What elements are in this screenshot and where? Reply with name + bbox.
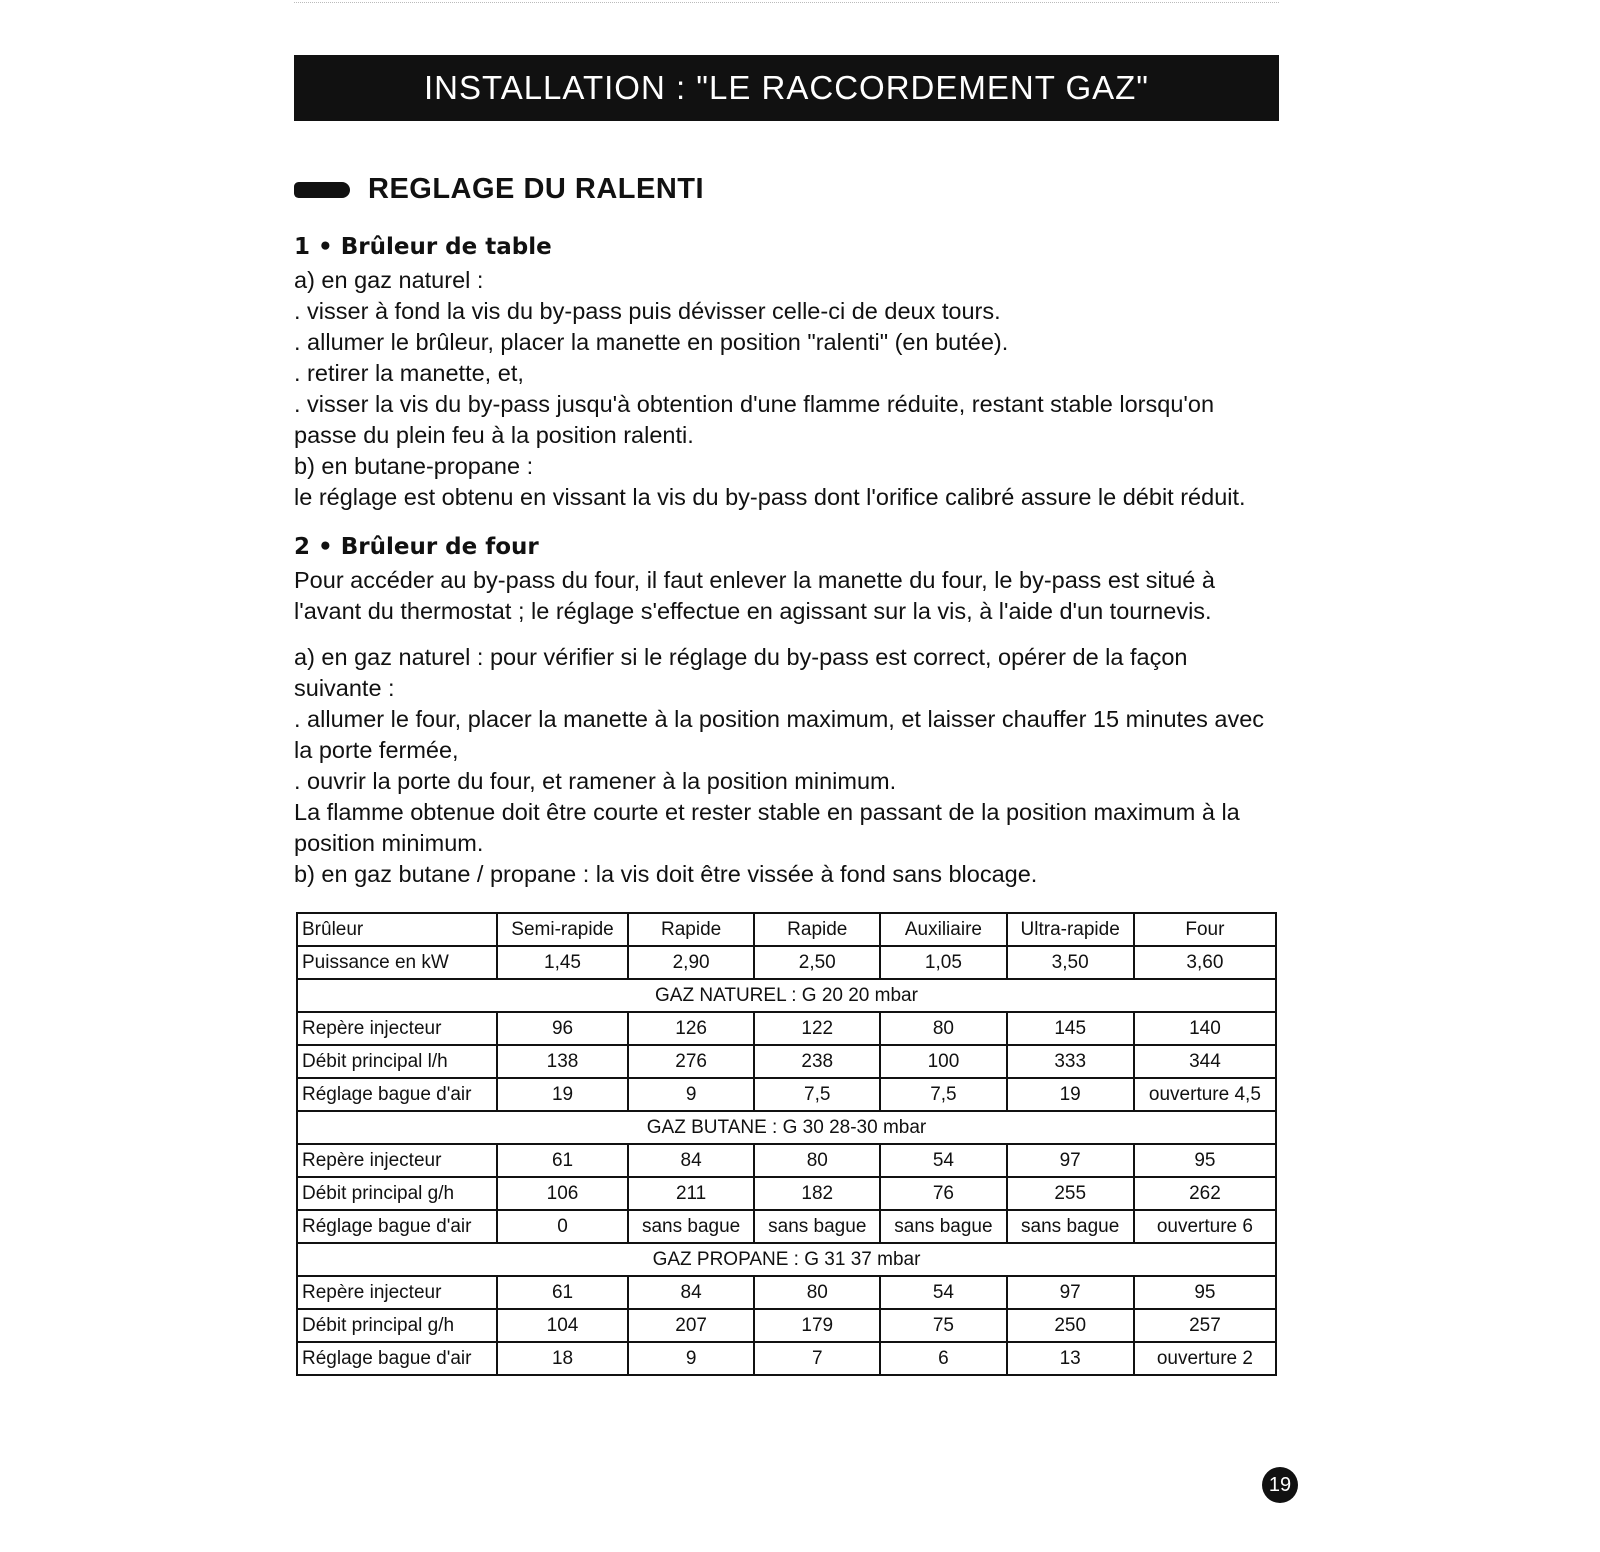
table-cell: sans bague (1007, 1210, 1134, 1243)
header-cell: Four (1134, 913, 1276, 946)
table-cell: Débit principal g/h (297, 1309, 497, 1342)
table-cell: ouverture 6 (1134, 1210, 1276, 1243)
table-row (297, 1045, 1276, 1078)
table-cell: 84 (628, 1144, 754, 1177)
table-cell: 7 (754, 1342, 880, 1375)
table-cell: 3,50 (1007, 946, 1134, 979)
table-cell: Repère injecteur (297, 1012, 497, 1045)
table-cell: 61 (497, 1144, 628, 1177)
table-cell: 2,90 (628, 946, 754, 979)
part1-heading: 1 • Brûleur de table (294, 234, 552, 260)
table-cell: 255 (1007, 1177, 1134, 1210)
table-cell: 95 (1134, 1144, 1276, 1177)
table-cell: 97 (1007, 1144, 1134, 1177)
table-cell: Repère injecteur (297, 1276, 497, 1309)
top-edge-marks (294, 2, 1279, 7)
table-header-row (297, 913, 1276, 946)
page-number-badge (1262, 1467, 1298, 1503)
table-cell: 138 (497, 1045, 628, 1078)
gas-settings-table (296, 912, 1277, 1376)
table-row (297, 1309, 1276, 1342)
part2-intro: Pour accéder au by-pass du four, il faut enlever la manette du four, le by-pass est situé à l'avant du thermostat ; le réglage s'effectue en agissant sur la vis, à l'aide d'un tournevis. (294, 567, 1215, 624)
page-number: 19 (1268, 1473, 1292, 1496)
header-cell: Rapide (754, 913, 880, 946)
page-banner (294, 55, 1279, 121)
part2-line: La flamme obtenue doit être courte et rester stable en passant de la position maximum à la position minimum. (294, 799, 1240, 856)
part2-heading: 2 • Brûleur de four (294, 534, 539, 560)
part1-line: . allumer le brûleur, placer la manette en position "ralenti" (en butée). (294, 329, 1009, 355)
table-cell: 2,50 (754, 946, 880, 979)
burner-table-section (294, 232, 1279, 513)
table-cell: 7,5 (754, 1078, 880, 1111)
table-cell: 250 (1007, 1309, 1134, 1342)
table-cell: 257 (1134, 1309, 1276, 1342)
table-cell: 54 (880, 1276, 1006, 1309)
table-cell: 19 (497, 1078, 628, 1111)
table-cell: 6 (880, 1342, 1006, 1375)
table-cell: 3,60 (1134, 946, 1276, 979)
table-cell: 75 (880, 1309, 1006, 1342)
table-cell: Réglage bague d'air (297, 1078, 497, 1111)
table-group-row (297, 1243, 1276, 1276)
table-cell: ouverture 2 (1134, 1342, 1276, 1375)
table-cell: 61 (497, 1276, 628, 1309)
table-cell: 18 (497, 1342, 628, 1375)
header-cell: Brûleur (297, 913, 497, 946)
table-cell: 122 (754, 1012, 880, 1045)
table-row (297, 1078, 1276, 1111)
group-title-cell: GAZ NATUREL : G 20 20 mbar (297, 979, 1276, 1012)
table-cell: 76 (880, 1177, 1006, 1210)
table-cell: 140 (1134, 1012, 1276, 1045)
table-row (297, 1276, 1276, 1309)
header-cell: Rapide (628, 913, 754, 946)
part1-line: . visser à fond la vis du by-pass puis dévisser celle-ci de deux tours. (294, 298, 1001, 324)
table-cell: 145 (1007, 1012, 1134, 1045)
table-cell: 96 (497, 1012, 628, 1045)
part2-line: a) en gaz naturel : pour vérifier si le réglage du by-pass est correct, opérer de la façon suivante : (294, 644, 1188, 701)
table-row (297, 946, 1276, 979)
part1-line: a) en gaz naturel : (294, 267, 484, 293)
table-cell: ouverture 4,5 (1134, 1078, 1276, 1111)
table-cell: 211 (628, 1177, 754, 1210)
table-cell: 54 (880, 1144, 1006, 1177)
section-title: REGLAGE DU RALENTI (368, 173, 705, 205)
table-cell: Débit principal g/h (297, 1177, 497, 1210)
table-cell: 97 (1007, 1276, 1134, 1309)
table-cell: 182 (754, 1177, 880, 1210)
table-cell: sans bague (880, 1210, 1006, 1243)
burner-oven-section (294, 532, 1279, 627)
table-cell: 13 (1007, 1342, 1134, 1375)
table-cell: 333 (1007, 1045, 1134, 1078)
table-cell: 9 (628, 1342, 754, 1375)
table-cell: 276 (628, 1045, 754, 1078)
table-cell: 126 (628, 1012, 754, 1045)
part2-line: . allumer le four, placer la manette à la position maximum, et laisser chauffer 15 minutes avec la porte fermée, (294, 706, 1265, 763)
part2-line: . ouvrir la porte du four, et ramener à la position minimum. (294, 768, 897, 794)
table-cell: 100 (880, 1045, 1006, 1078)
table-cell: 0 (497, 1210, 628, 1243)
table-cell: 84 (628, 1276, 754, 1309)
table-cell: Puissance en kW (297, 946, 497, 979)
table-cell: 106 (497, 1177, 628, 1210)
part1-line: . visser la vis du by-pass jusqu'à obtention d'une flamme réduite, restant stable lorsqu'on passe du plein feu à la position ralenti. (294, 391, 1215, 448)
group-title-cell: GAZ PROPANE : G 31 37 mbar (297, 1243, 1276, 1276)
section-header (294, 173, 704, 206)
table-cell: 344 (1134, 1045, 1276, 1078)
table-cell: Réglage bague d'air (297, 1342, 497, 1375)
part1-line: . retirer la manette, et, (294, 360, 524, 386)
part2-line: b) en gaz butane / propane : la vis doit être vissée à fond sans blocage. (294, 861, 1038, 887)
table-cell: sans bague (628, 1210, 754, 1243)
table-cell: 262 (1134, 1177, 1276, 1210)
part1-line: le réglage est obtenu en vissant la vis du by-pass dont l'orifice calibré assure le débit réduit. (294, 484, 1246, 510)
header-cell: Ultra-rapide (1007, 913, 1134, 946)
table-row (297, 1342, 1276, 1375)
table-row (297, 1012, 1276, 1045)
table-cell: 80 (754, 1144, 880, 1177)
banner-title: INSTALLATION : "LE RACCORDEMENT GAZ" (423, 69, 1150, 106)
group-title-cell: GAZ BUTANE : G 30 28-30 mbar (297, 1111, 1276, 1144)
table-row (297, 1177, 1276, 1210)
table-cell: 80 (754, 1276, 880, 1309)
table-row (297, 1210, 1276, 1243)
header-cell: Semi-rapide (497, 913, 628, 946)
table-group-row (297, 979, 1276, 1012)
bullet-pill-icon (294, 182, 350, 198)
oven-adjustment-steps (294, 642, 1279, 890)
table-row (297, 1144, 1276, 1177)
table-cell: 1,05 (880, 946, 1006, 979)
header-cell: Auxiliaire (880, 913, 1006, 946)
table-cell: Réglage bague d'air (297, 1210, 497, 1243)
table-cell: 9 (628, 1078, 754, 1111)
table-cell: 80 (880, 1012, 1006, 1045)
table-cell: 19 (1007, 1078, 1134, 1111)
table-cell: 179 (754, 1309, 880, 1342)
table-cell: Débit principal l/h (297, 1045, 497, 1078)
table-cell: 238 (754, 1045, 880, 1078)
table-cell: 1,45 (497, 946, 628, 979)
table-cell: Repère injecteur (297, 1144, 497, 1177)
table-group-row (297, 1111, 1276, 1144)
table-cell: 104 (497, 1309, 628, 1342)
table-cell: 95 (1134, 1276, 1276, 1309)
table-cell: 207 (628, 1309, 754, 1342)
table-cell: 7,5 (880, 1078, 1006, 1111)
part1-line: b) en butane-propane : (294, 453, 534, 479)
table-cell: sans bague (754, 1210, 880, 1243)
